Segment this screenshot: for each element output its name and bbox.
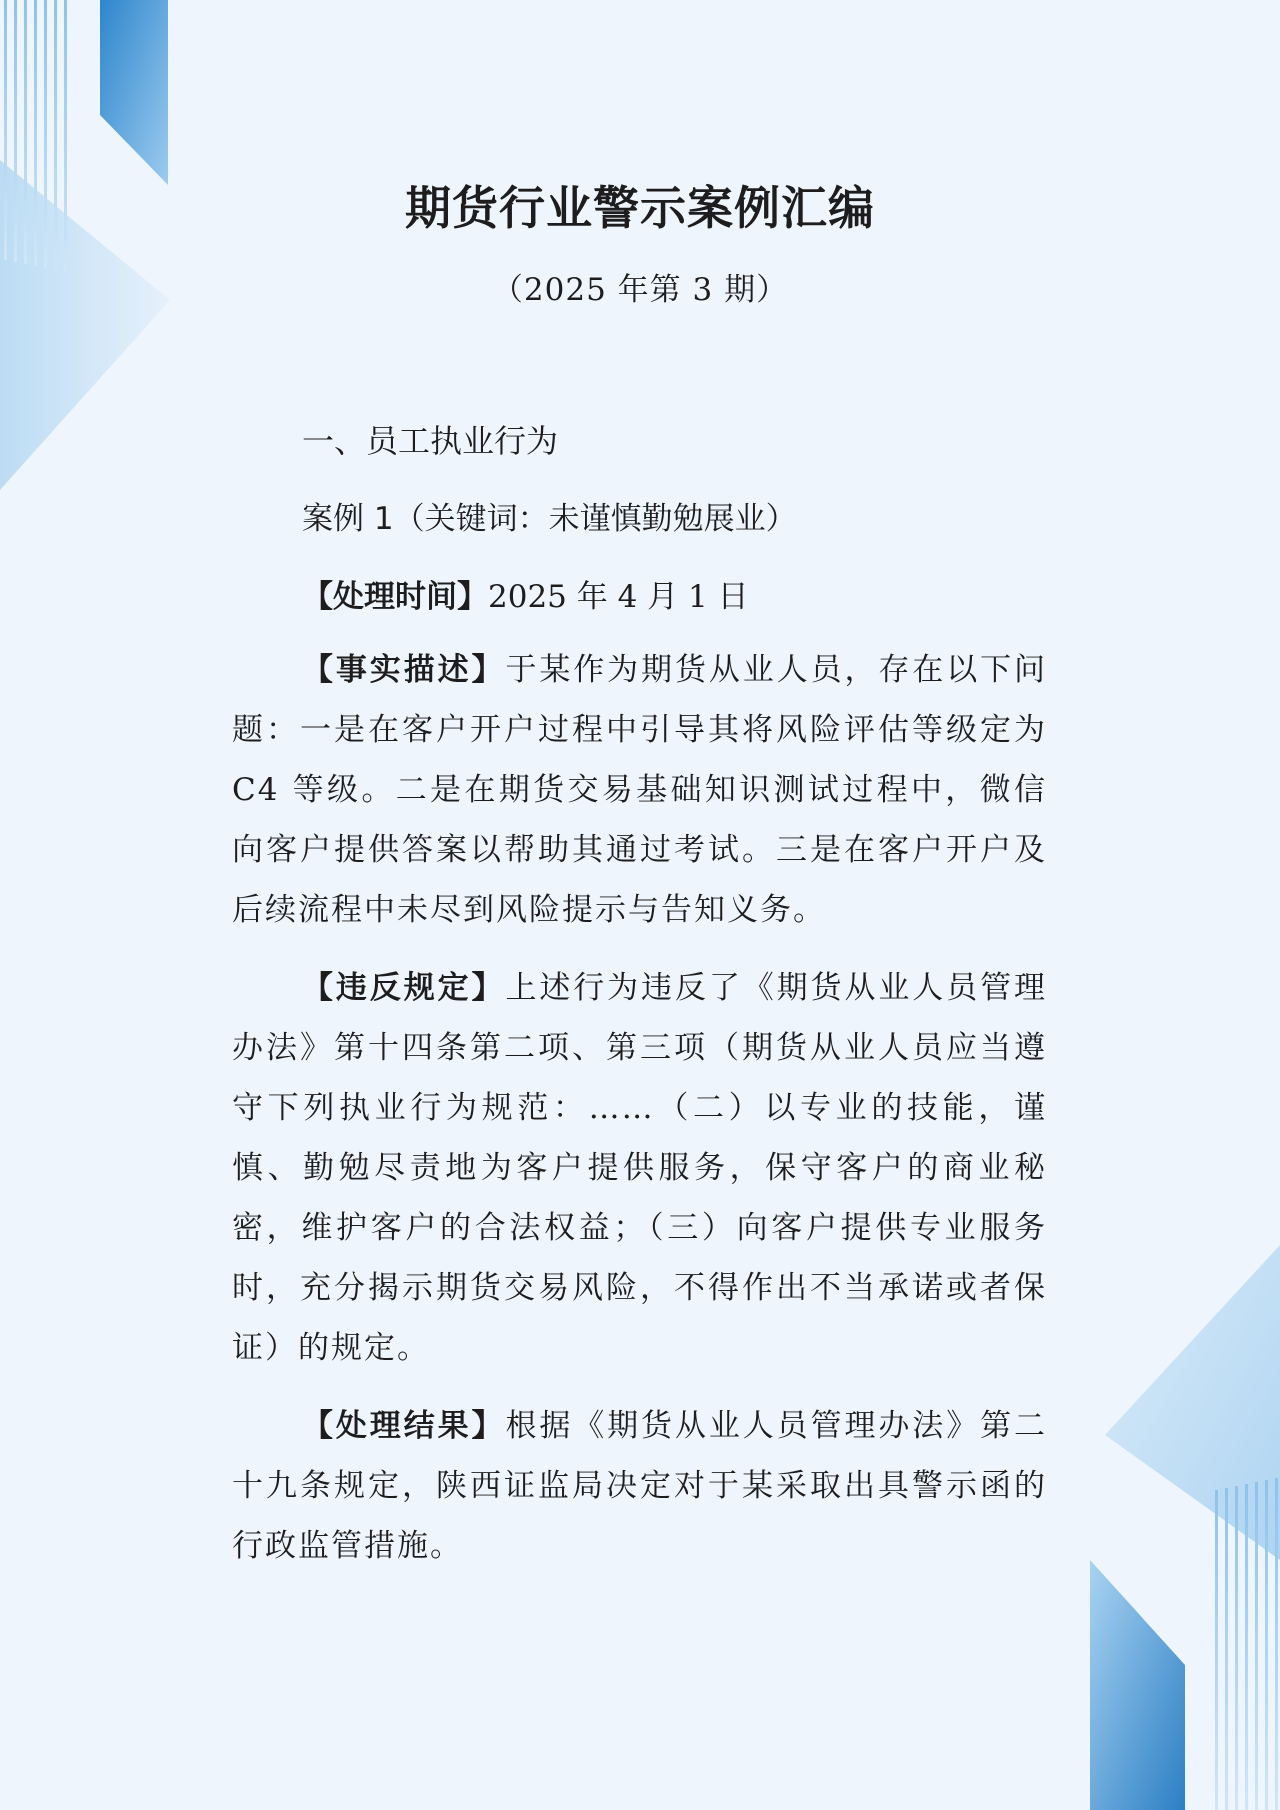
- violation-text: 上述行为违反了《期货从业人员管理办法》第十四条第二项、第三项（期货从业人员应当遵守下列执业行为规范：……（二）以专业的技能，谨慎、勤勉尽责地为客户提供服务，保守客户的商业秘密，维护客户的合法权益；（三）向客户提供专业服务时，充分揭示期货交易风险，不得作出不当承诺或者保证）的规定。: [232, 970, 1048, 1366]
- result-tag: 【处理结果】: [302, 1408, 506, 1444]
- section-heading: 一、员工执业行为: [302, 422, 559, 460]
- document-title: 期货行业警示案例汇编: [405, 181, 875, 235]
- violation-paragraph: [232, 958, 1047, 1378]
- facts-paragraph: [232, 640, 1047, 940]
- document-subtitle: （2025 年第 3 期）: [491, 272, 789, 308]
- violation-tag: 【违反规定】: [302, 970, 506, 1006]
- facts-text: 于某作为期货从业人员，存在以下问题：一是在客户开户过程中引导其将风险评估等级定为 C4 等级。二是在期货交易基础知识测试过程中，微信向客户提供答案以帮助其通过考试。三是在客户开户及后续流程中未尽到风险提示与告知义务。: [232, 652, 1048, 928]
- result-text: 根据《期货从业人员管理办法》第二十九条规定，陕西证监局决定对于某采取出具警示函的行政监管措施。: [232, 1408, 1048, 1564]
- processing-date-tag: 【处理时间】: [302, 579, 488, 615]
- processing-date-value: 2025 年 4 月 1 日: [488, 579, 749, 615]
- case-title: 案例 1（关键词：未谨慎勤勉展业）: [302, 501, 797, 537]
- processing-date: [302, 571, 749, 616]
- facts-tag: 【事实描述】: [302, 652, 506, 688]
- result-paragraph: [232, 1396, 1047, 1576]
